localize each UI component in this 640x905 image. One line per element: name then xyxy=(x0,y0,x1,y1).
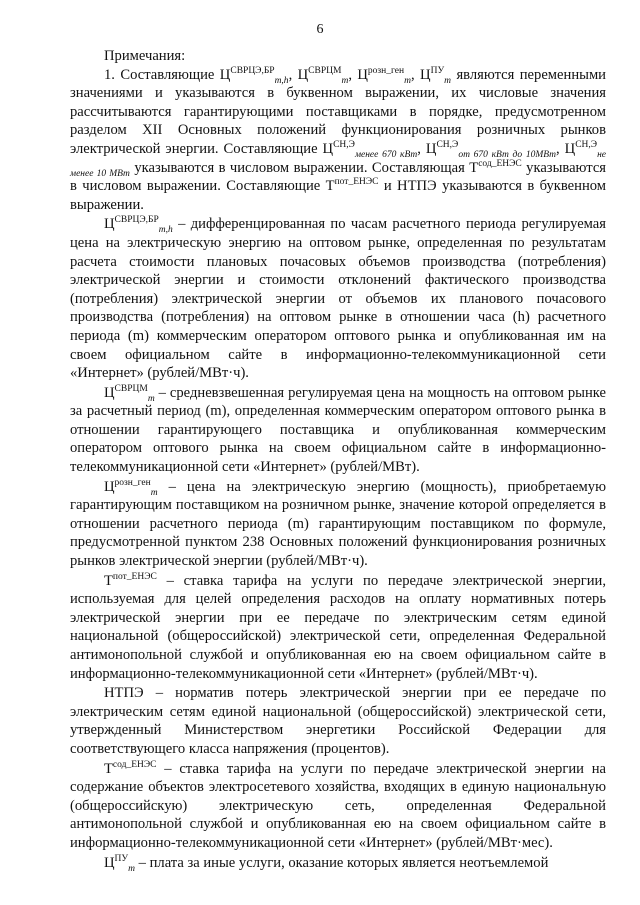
definition-ntpe: НТПЭ – норматив потерь электрической энергии при ее передаче по электрическим сетям единой национальной (общероссийской) электрической сети, утвержденный Министерством энергетики Российской Федерации для соответствующего класса напряжения (процентов). xyxy=(70,685,606,757)
note-1-paragraph: 1. Составляющие $Ц^{СВРЦЭ,БР}_{m,h}$, $Ц^{СВРЦМ}_m$, $Ц^{розн\_ген}_m$, $Ц^{ПУ}_m$ являются переменными значениями и указываются в буквенном выражении, их числовые значения рассчитываются гарантирующими поставщиками в порядке, предусмотренном разделом XII Основных положений функционирования розничных рынков электрической энергии. Составляющие $Ц^{СН,Э}_{менее 670 кВт}$, $Ц^{СН,Э}_{от 670 кВт до 10МВт}$, $Ц^{СН,Э}_{не менее 10 МВт}$ указываются в числовом выражении. Составляющая $Т^{сод\_ЕНЭС}$ указываются в числовом выражении. Составляющие $Т^{пот\_ЕНЭС}$ и НТПЭ указываются в буквенном выражении. xyxy=(70,65,607,213)
definition-pu: $Ц^{ПУ}_m$ – плата за иные услуги, оказание которых является неотъемлемой xyxy=(104,853,549,874)
definition-tsod-enes: $Т^{сод\_ЕНЭС}$ – ставка тарифа на услуги по передаче электрической энергии на содержание объектов электросетевого хозяйства, входящих в единую национальную (общероссийскую) электрическую сеть, определенная Федеральной антимонопольной службой и опубликованная ею на своем официальном сайте в информационно-телекоммуникационной сети «Интернет» (рублей/МВт·мес). xyxy=(70,759,606,851)
definition-svrce-br: $Ц^{СВРЦЭ,БР}_{m,h}$ – дифференцированная по часам расчетного периода регулируемая цена на электрическую энергию на оптовом рынке, определенная по результатам расчета стоимости плановых почасовых объемов производства (потребления) электрической энергии и стоимости отклонений фактического производства (потребления) электрической энергии от объемов их планового почасового производства (потребления) на оптовом рынке в отношении часа (h) расчетного периода (m) коммерческим оператором оптового рынка и опубликованная им на своем официальном сайте в информационно-телекоммуникационной сети «Интернет» (рублей/МВт·ч). xyxy=(70,215,606,382)
definition-rozn-gen: $Ц^{розн\_ген}_m$ – цена на электрическую энергию (мощность), приобретаемую гарантирующим поставщиком на розничном рынке, значение которой определяется в отношении расчетного периода (m) гарантирующим поставщиком по формуле, предусмотренной пунктом 238 Основных положений функционирования розничных рынков электрической энергии (рублей/МВт·ч). xyxy=(70,477,606,570)
definition-svrcm: $Ц^{СВРЦМ}_m$ – средневзвешенная регулируемая цена на мощность на оптовом рынке за расчетный период (m), определенная коммерческим оператором оптового рынка в отношении гарантирующего поставщика и опубликованная коммерческим оператором оптового рынка на своем официальном сайте в информационно-телекоммуникационной сети «Интернет» (рублей/МВт). xyxy=(70,383,606,476)
document-body xyxy=(70,47,606,873)
definition-tpot-enes: $Т^{пот\_ЕНЭС}$ – ставка тарифа на услуги по передаче электрической энергии, используемая для целей определения расходов на оплату нормативных потерь электрической энергии при ее передаче по электрическим сетям единой национальной (общероссийской) электрической сети, определенная Федеральной антимонопольной службой и опубликованная ею на своем официальном сайте в информационно-телекоммуникационной сети «Интернет» (рублей/МВт·ч). xyxy=(70,571,606,682)
page-number: 6 xyxy=(316,22,324,37)
notes-heading: Примечания: xyxy=(104,48,186,64)
